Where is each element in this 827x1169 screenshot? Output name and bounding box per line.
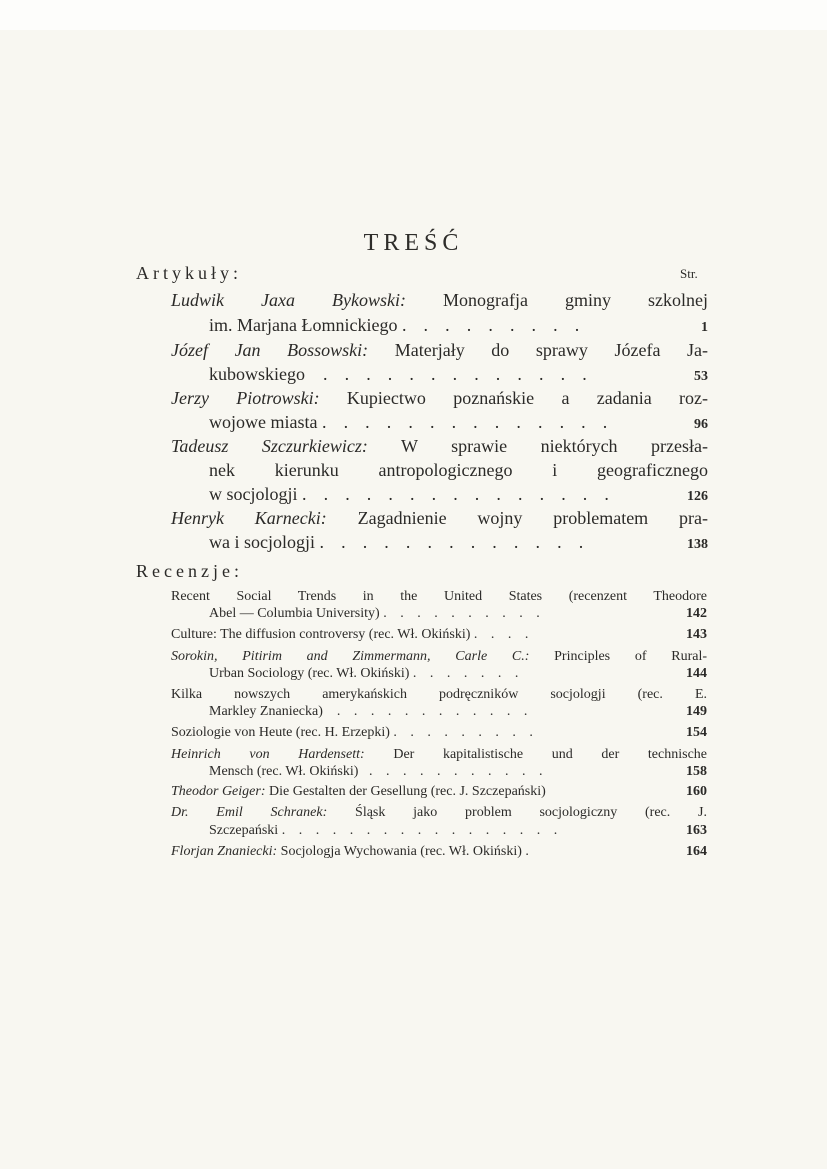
page-number: 160 [686, 784, 707, 799]
review-title: Socjologja Wychowania (rec. Wł. Okiński) [280, 844, 522, 859]
review-title: Recent Social Trends in the United States (recenzent Theodore [171, 589, 707, 604]
toc-entry-review-5[interactable] [171, 724, 707, 742]
leader-dots: . . . . . . . . . . . . . . . . . [281, 823, 563, 838]
leader-dots: . . . . . . . . . . . . . [319, 532, 590, 552]
leader-dots: . . . . [473, 627, 534, 642]
page-number: 96 [694, 417, 708, 432]
review-author: Dr. Emil Schranek: [171, 805, 328, 820]
article-title: W sprawie niektórych przesła- [400, 436, 708, 456]
review-title: Śląsk jako problem socjologiczny (rec. J. [355, 805, 707, 820]
review-title-cont: Abel — Columbia University) [209, 606, 380, 621]
toc-entry-review-6-cont [209, 763, 707, 781]
toc-entry-review-7[interactable] [171, 783, 707, 801]
page-number: 126 [687, 489, 708, 504]
page-number: 164 [686, 844, 707, 859]
toc-entry-review-1[interactable] [171, 588, 707, 606]
article-author: Ludwik Jaxa Bykowski: [171, 290, 406, 310]
toc-entry-article-1[interactable] [171, 289, 708, 311]
article-title-cont: wa i socjologji [209, 532, 315, 552]
leader-dots: . [525, 844, 529, 859]
review-author: Theodor Geiger: [171, 784, 266, 799]
reviews-heading: Recenzje: [136, 561, 243, 581]
toc-entry-article-3[interactable] [171, 387, 708, 409]
page-number: 163 [686, 823, 707, 838]
leader-dots: . . . . . . . . . [401, 315, 586, 335]
leader-dots: . . . . . . . . . [393, 725, 538, 740]
article-title-cont: w socjologji [209, 484, 298, 504]
review-title: Principles of Rural- [554, 649, 708, 664]
article-title: Materjały do sprawy Józefa Ja- [394, 340, 709, 360]
page-title: TREŚĆ [363, 230, 464, 256]
review-title-cont: Mensch (rec. Wł. Okiński) [209, 764, 359, 779]
toc-entry-article-2-cont [209, 363, 708, 385]
review-title: Kilka nowszych amerykańskich podręczników socjologji (rec. E. [171, 687, 707, 702]
toc-entry-article-4[interactable] [171, 435, 708, 457]
review-title-cont: Markley Znaniecka) [209, 704, 323, 719]
article-title: Zagadnienie wojny problematem pra- [357, 508, 708, 528]
review-author: Sorokin, Pitirim and Zimmermann, Carle C.: [171, 649, 530, 664]
review-title-cont: Urban Sociology (rec. Wł. Okiński) [209, 666, 410, 681]
article-author: Tadeusz Szczurkiewicz: [171, 436, 368, 456]
toc-entry-review-4[interactable] [171, 686, 707, 704]
review-author: Heinrich von Hardensett: [171, 747, 365, 762]
toc-entry-article-4-cont2 [209, 483, 708, 505]
toc-entry-review-4-cont [209, 703, 707, 721]
toc-entry-article-5-cont [209, 531, 708, 553]
page-number: 142 [686, 606, 707, 621]
leader-dots: . . . . . . . . . . . . [336, 704, 533, 719]
leader-dots: . . . . . . . . . . . [368, 764, 548, 779]
article-title: Kupiectwo poznańskie a zadania roz- [346, 388, 708, 408]
articles-heading: Artykuły: [136, 263, 242, 283]
toc-entry-review-3[interactable] [171, 648, 707, 666]
article-title: Monografja gminy szkolnej [443, 290, 708, 310]
article-title-cont: wojowe miasta [209, 412, 318, 432]
page-number: 154 [686, 725, 707, 740]
toc-entry-review-3-cont [209, 665, 707, 683]
article-author: Henryk Karnecki: [171, 508, 327, 528]
toc-entry-article-5[interactable] [171, 507, 708, 529]
page-number: 138 [687, 537, 708, 552]
page-number: 158 [686, 764, 707, 779]
leader-dots: . . . . . . . . . . [383, 606, 545, 621]
toc-entry-article-3-cont [209, 411, 708, 433]
page-number: 53 [694, 369, 708, 384]
leader-dots: . . . . . . . . . . . . . . [321, 412, 614, 432]
article-title-cont: kubowskiego [209, 364, 305, 384]
toc-entry-review-6[interactable] [171, 746, 707, 764]
article-author: Józef Jan Bossowski: [171, 340, 369, 360]
review-author: Florjan Znaniecki: [171, 844, 278, 859]
review-title: Culture: The diffusion controversy (rec. Wł. Okiński) [171, 627, 471, 642]
toc-entry-article-4-cont [209, 459, 708, 481]
article-title-cont: nek kierunku antropologicznego i geograficznego [209, 460, 708, 480]
leader-dots: . . . . . . . [412, 666, 524, 681]
leader-dots: . . . . . . . . . . . . . . . [302, 484, 616, 504]
article-author: Jerzy Piotrowski: [171, 388, 320, 408]
toc-entry-review-9[interactable] [171, 843, 707, 861]
article-title-cont: im. Marjana Łomnickiego [209, 315, 398, 335]
toc-entry-review-8-cont [209, 822, 707, 840]
review-title-cont: Szczepański [209, 823, 279, 838]
toc-entry-review-2[interactable] [171, 626, 707, 644]
leader-dots: . . . . . . . . . . . . . [323, 364, 593, 384]
page-number: 149 [686, 704, 707, 719]
toc-entry-article-1-cont [209, 314, 708, 336]
page-column-label: Str. [680, 266, 698, 281]
review-title: Der kapitalistische und der technische [393, 747, 707, 762]
toc-entry-article-2[interactable] [171, 339, 708, 361]
toc-entry-review-1-cont [209, 605, 707, 623]
review-title: Soziologie von Heute (rec. H. Erzepki) [171, 725, 390, 740]
review-title: Die Gestalten der Gesellung (rec. J. Szczepański) [269, 784, 546, 799]
page-number: 1 [701, 320, 708, 335]
page-number: 144 [686, 666, 707, 681]
scan-margin [0, 0, 827, 30]
page-number: 143 [686, 627, 707, 642]
toc-entry-review-8[interactable] [171, 804, 707, 822]
